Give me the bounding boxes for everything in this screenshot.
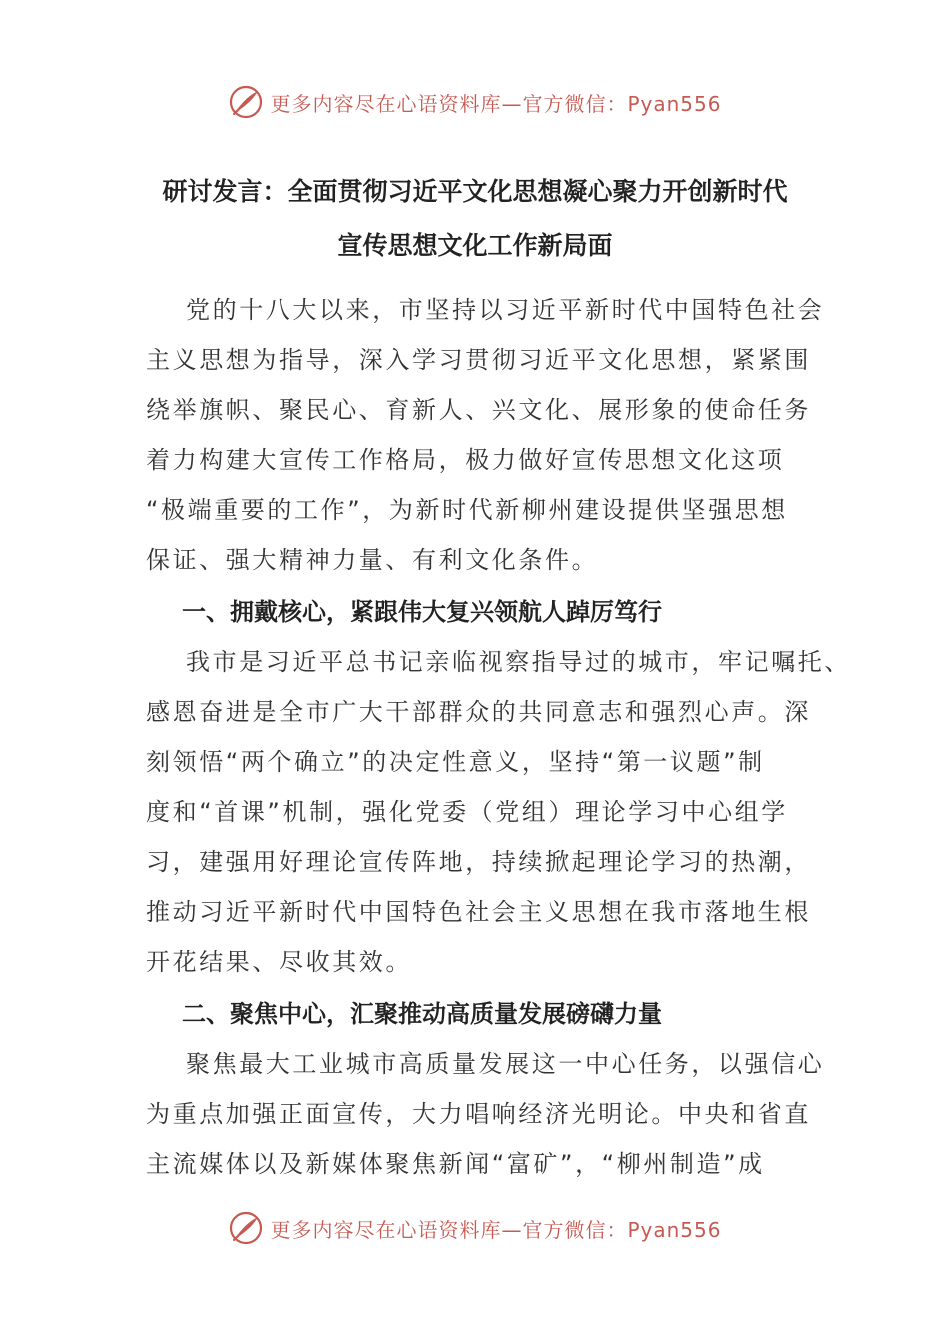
section-1-line: 开花结果、尽收其效。 [146,948,412,976]
intro-line: 保证、强大精神力量、有利文化条件。 [146,546,599,574]
section-1-line: 习，建强用好理论宣传阵地，持续掀起理论学习的热潮， [146,848,811,876]
page-title-line-1: 研讨发言：全面贯彻习近平文化思想凝心聚力开创新时代 [162,177,788,206]
section-2-heading: 二、聚焦中心，汇聚推动高质量发展磅礴力量 [182,1000,662,1028]
intro-line: “极端重要的工作”，为新时代新柳州建设提供坚强思想 [146,496,788,524]
section-1-heading: 一、拥戴核心，紧跟伟大复兴领航人踔厉笃行 [182,598,662,626]
intro-line: 主义思想为指导，深入学习贯彻习近平文化思想，紧紧围 [146,346,811,374]
feather-pen-icon [228,1210,264,1246]
section-1-line: 刻领悟“两个确立”的决定性意义，坚持“第一议题”制 [146,748,765,776]
section-2-line: 聚焦最大工业城市高质量发展这一中心任务，以强信心 [186,1050,825,1078]
section-1-line: 我市是习近平总书记亲临视察指导过的城市，牢记嘱托、 [186,648,851,676]
watermark-text: 更多内容尽在心语资料库—官方微信：Pyan556 [270,1217,722,1242]
intro-line: 党的十八大以来，市坚持以习近平新时代中国特色社会 [186,296,825,324]
page-title-line-2: 宣传思想文化工作新局面 [337,231,613,260]
section-1-line: 推动习近平新时代中国特色社会主义思想在我市落地生根 [146,898,811,926]
feather-pen-icon [228,84,264,120]
section-1-line: 度和“首课”机制，强化党委（党组）理论学习中心组学 [146,798,788,826]
intro-line: 绕举旗帜、聚民心、育新人、兴文化、展形象的使命任务 [146,396,811,424]
watermark-banner-top [0,82,950,122]
section-2-line: 主流媒体以及新媒体聚焦新闻“富矿”，“柳州制造”成 [146,1150,765,1178]
watermark-banner-bottom [0,1208,950,1248]
watermark-text: 更多内容尽在心语资料库—官方微信：Pyan556 [270,91,722,116]
section-1-line: 感恩奋进是全市广大干部群众的共同意志和强烈心声。深 [146,698,811,726]
section-2-line: 为重点加强正面宣传，大力唱响经济光明论。中央和省直 [146,1100,811,1128]
intro-line: 着力构建大宣传工作格局，极力做好宣传思想文化这项 [146,446,785,474]
